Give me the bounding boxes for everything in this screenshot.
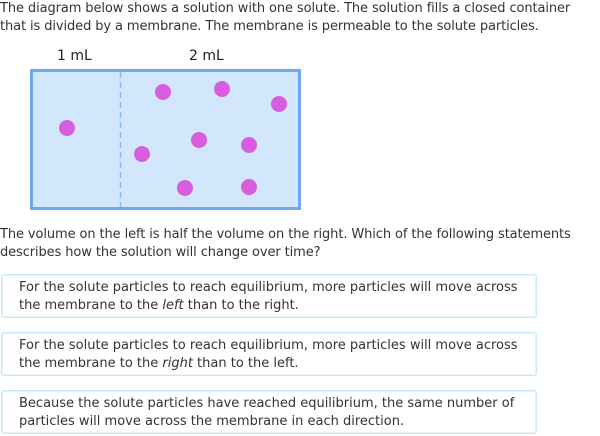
membrane-diagram — [0, 40, 600, 220]
particle-right — [241, 137, 257, 153]
answer-choice-1[interactable] — [1, 274, 537, 318]
particle-right — [271, 96, 287, 112]
answer-choice-3[interactable] — [1, 390, 537, 434]
right-volume-label: 2 mL — [189, 48, 224, 64]
particle-right — [191, 132, 207, 148]
emphasis-left: left — [162, 298, 184, 313]
answer-choice-2-text: For the solute particles to reach equilibrium, more particles will move across the membrane to the right than to the left. — [19, 338, 518, 371]
particle-right — [214, 81, 230, 97]
question-text: The volume on the left is half the volume on the right. Which of the following statements describes how the solution will change over time? — [0, 227, 571, 260]
container-graphic — [0, 40, 600, 220]
intro-text: The diagram below shows a solution with one solute. The solution fills a closed container that is divided by a membrane. The membrane is permeable to the solute particles. — [0, 1, 571, 34]
particle-right — [177, 180, 193, 196]
particle-right — [134, 146, 150, 162]
answer-choice-2[interactable] — [1, 332, 537, 376]
emphasis-right: right — [162, 356, 193, 371]
particle-left — [59, 120, 75, 136]
left-volume-label: 1 mL — [57, 48, 92, 64]
particle-right — [155, 84, 171, 100]
particle-right — [241, 179, 257, 195]
answer-choice-1-text: For the solute particles to reach equilibrium, more particles will move across the membrane to the left than to the right. — [19, 280, 518, 313]
answer-choice-3-text: Because the solute particles have reached equilibrium, the same number of particles will move across the membrane in each direction. — [19, 396, 515, 429]
